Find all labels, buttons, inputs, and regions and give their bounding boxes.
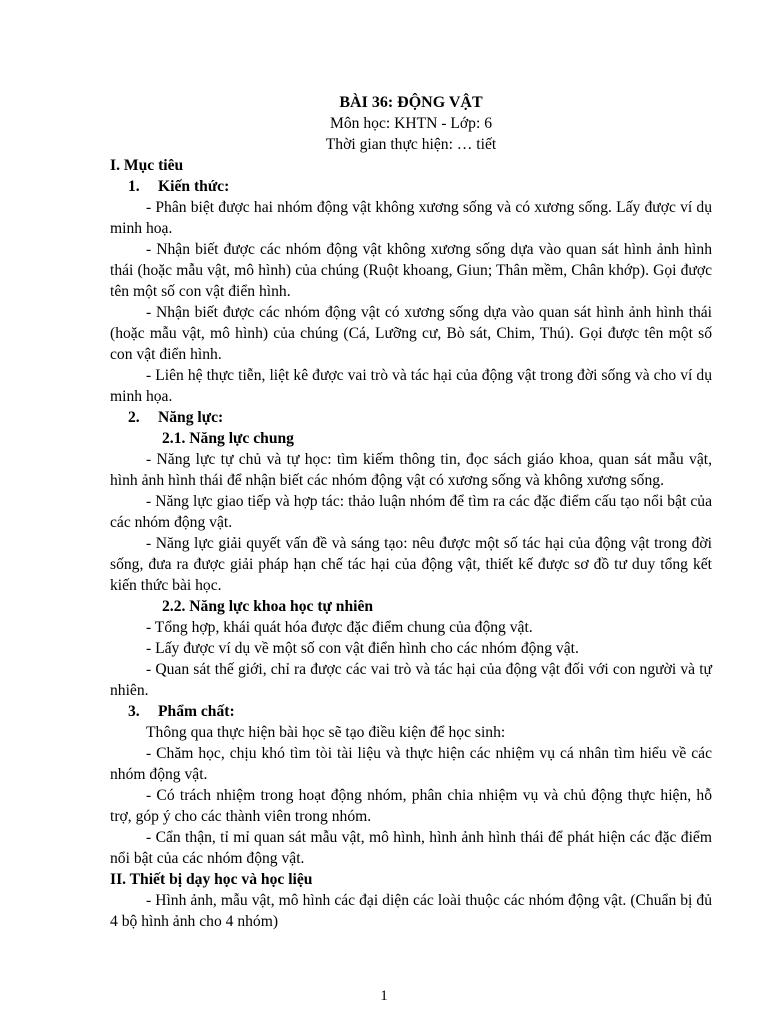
quality-intro: Thông qua thực hiện bài học sẽ tạo điều kiện để học sinh: (146, 724, 506, 741)
quality-item: - Có trách nhiệm trong hoạt động nhóm, phân chia nhiệm vụ và chủ động thực hiện, hỗ trợ, góp ý cho các thành viên trong nhóm. (110, 787, 712, 825)
competence-heading (110, 407, 712, 428)
general-competence-item: - Năng lực tự chủ và tự học: tìm kiếm thông tin, đọc sách giáo khoa, quan sát mẫu vật, hình ảnh hình thái để nhận biết các nhóm động vật có xương sống và không xương sống. (110, 451, 712, 489)
time-line: Thời gian thực hiện: … tiết (325, 136, 497, 153)
quality-heading (110, 701, 712, 722)
general-competence-heading: 2.1. Năng lực chung (162, 430, 294, 447)
quality-item: - Chăm học, chịu khó tìm tòi tài liệu và thực hiện các nhiệm vụ cá nhân tìm hiểu về các nhóm động vật. (110, 745, 712, 783)
knowledge-item: - Phân biệt được hai nhóm động vật không xương sống và có xương sống. Lấy được ví dụ minh hoạ. (110, 199, 712, 237)
lesson-title: BÀI 36: ĐỘNG VẬT (339, 94, 483, 111)
quality-number: 3. (128, 703, 140, 720)
knowledge-item: - Liên hệ thực tiễn, liệt kê được vai trò và tác hại của động vật trong đời sống và cho ví dụ minh họa. (110, 367, 712, 405)
knowledge-heading (110, 176, 712, 197)
document-page (110, 92, 712, 932)
science-competence-item: - Quan sát thế giới, chỉ ra được các vai trò và tác hại của động vật đối với con người và tự nhiên. (110, 661, 712, 699)
subject-line: Môn học: KHTN - Lớp: 6 (330, 115, 492, 132)
knowledge-item: - Nhận biết được các nhóm động vật có xương sống dựa vào quan sát hình ảnh hình thái (hoặc mẫu vật, mô hình) của chúng (Cá, Lưỡng cư, Bò sát, Chim, Thú). Gọi được tên một số con vật điển hình. (110, 304, 712, 363)
science-competence-heading: 2.2. Năng lực khoa học tự nhiên (162, 598, 374, 615)
quality-item: - Cẩn thận, tỉ mỉ quan sát mẫu vật, mô hình, hình ảnh hình thái để phát hiện các đặc điểm nổi bật của các nhóm động vật. (110, 829, 712, 867)
science-competence-item: - Lấy được ví dụ về một số con vật điển hình cho các nhóm động vật. (146, 640, 579, 657)
general-competence-item: - Năng lực giải quyết vấn đề và sáng tạo: nêu được một số tác hại của động vật trong đời sống, đưa ra được giải pháp hạn chế tác hại của động vật, thiết kế được sơ đồ tư duy tổng kết kiến thức bài học. (110, 535, 712, 594)
section-objectives-heading: I. Mục tiêu (110, 157, 184, 174)
knowledge-item: - Nhận biết được các nhóm động vật không xương sống dựa vào quan sát hình ảnh hình thái (hoặc mẫu vật, mô hình) của chúng (Ruột khoang, Giun; Thân mềm, Chân khớp). Gọi được tên một số con vật điển hình. (110, 241, 712, 300)
competence-number: 2. (128, 409, 140, 426)
general-competence-item: - Năng lực giao tiếp và hợp tác: thảo luận nhóm để tìm ra các đặc điểm cấu tạo nổi bật của các nhóm động vật. (110, 493, 712, 531)
knowledge-number: 1. (128, 178, 140, 195)
competence-heading-text: Năng lực: (158, 409, 224, 426)
section-equipment-heading: II. Thiết bị dạy học và học liệu (110, 871, 313, 888)
science-competence-item: - Tổng hợp, khái quát hóa được đặc điểm chung của động vật. (146, 619, 533, 636)
quality-heading-text: Phẩm chất: (158, 703, 235, 720)
equipment-item: - Hình ảnh, mẫu vật, mô hình các đại diện các loài thuộc các nhóm động vật. (Chuẩn bị đủ 4 bộ hình ảnh cho 4 nhóm) (110, 892, 712, 930)
knowledge-heading-text: Kiến thức: (158, 178, 230, 195)
page-number: 1 (380, 988, 388, 1004)
